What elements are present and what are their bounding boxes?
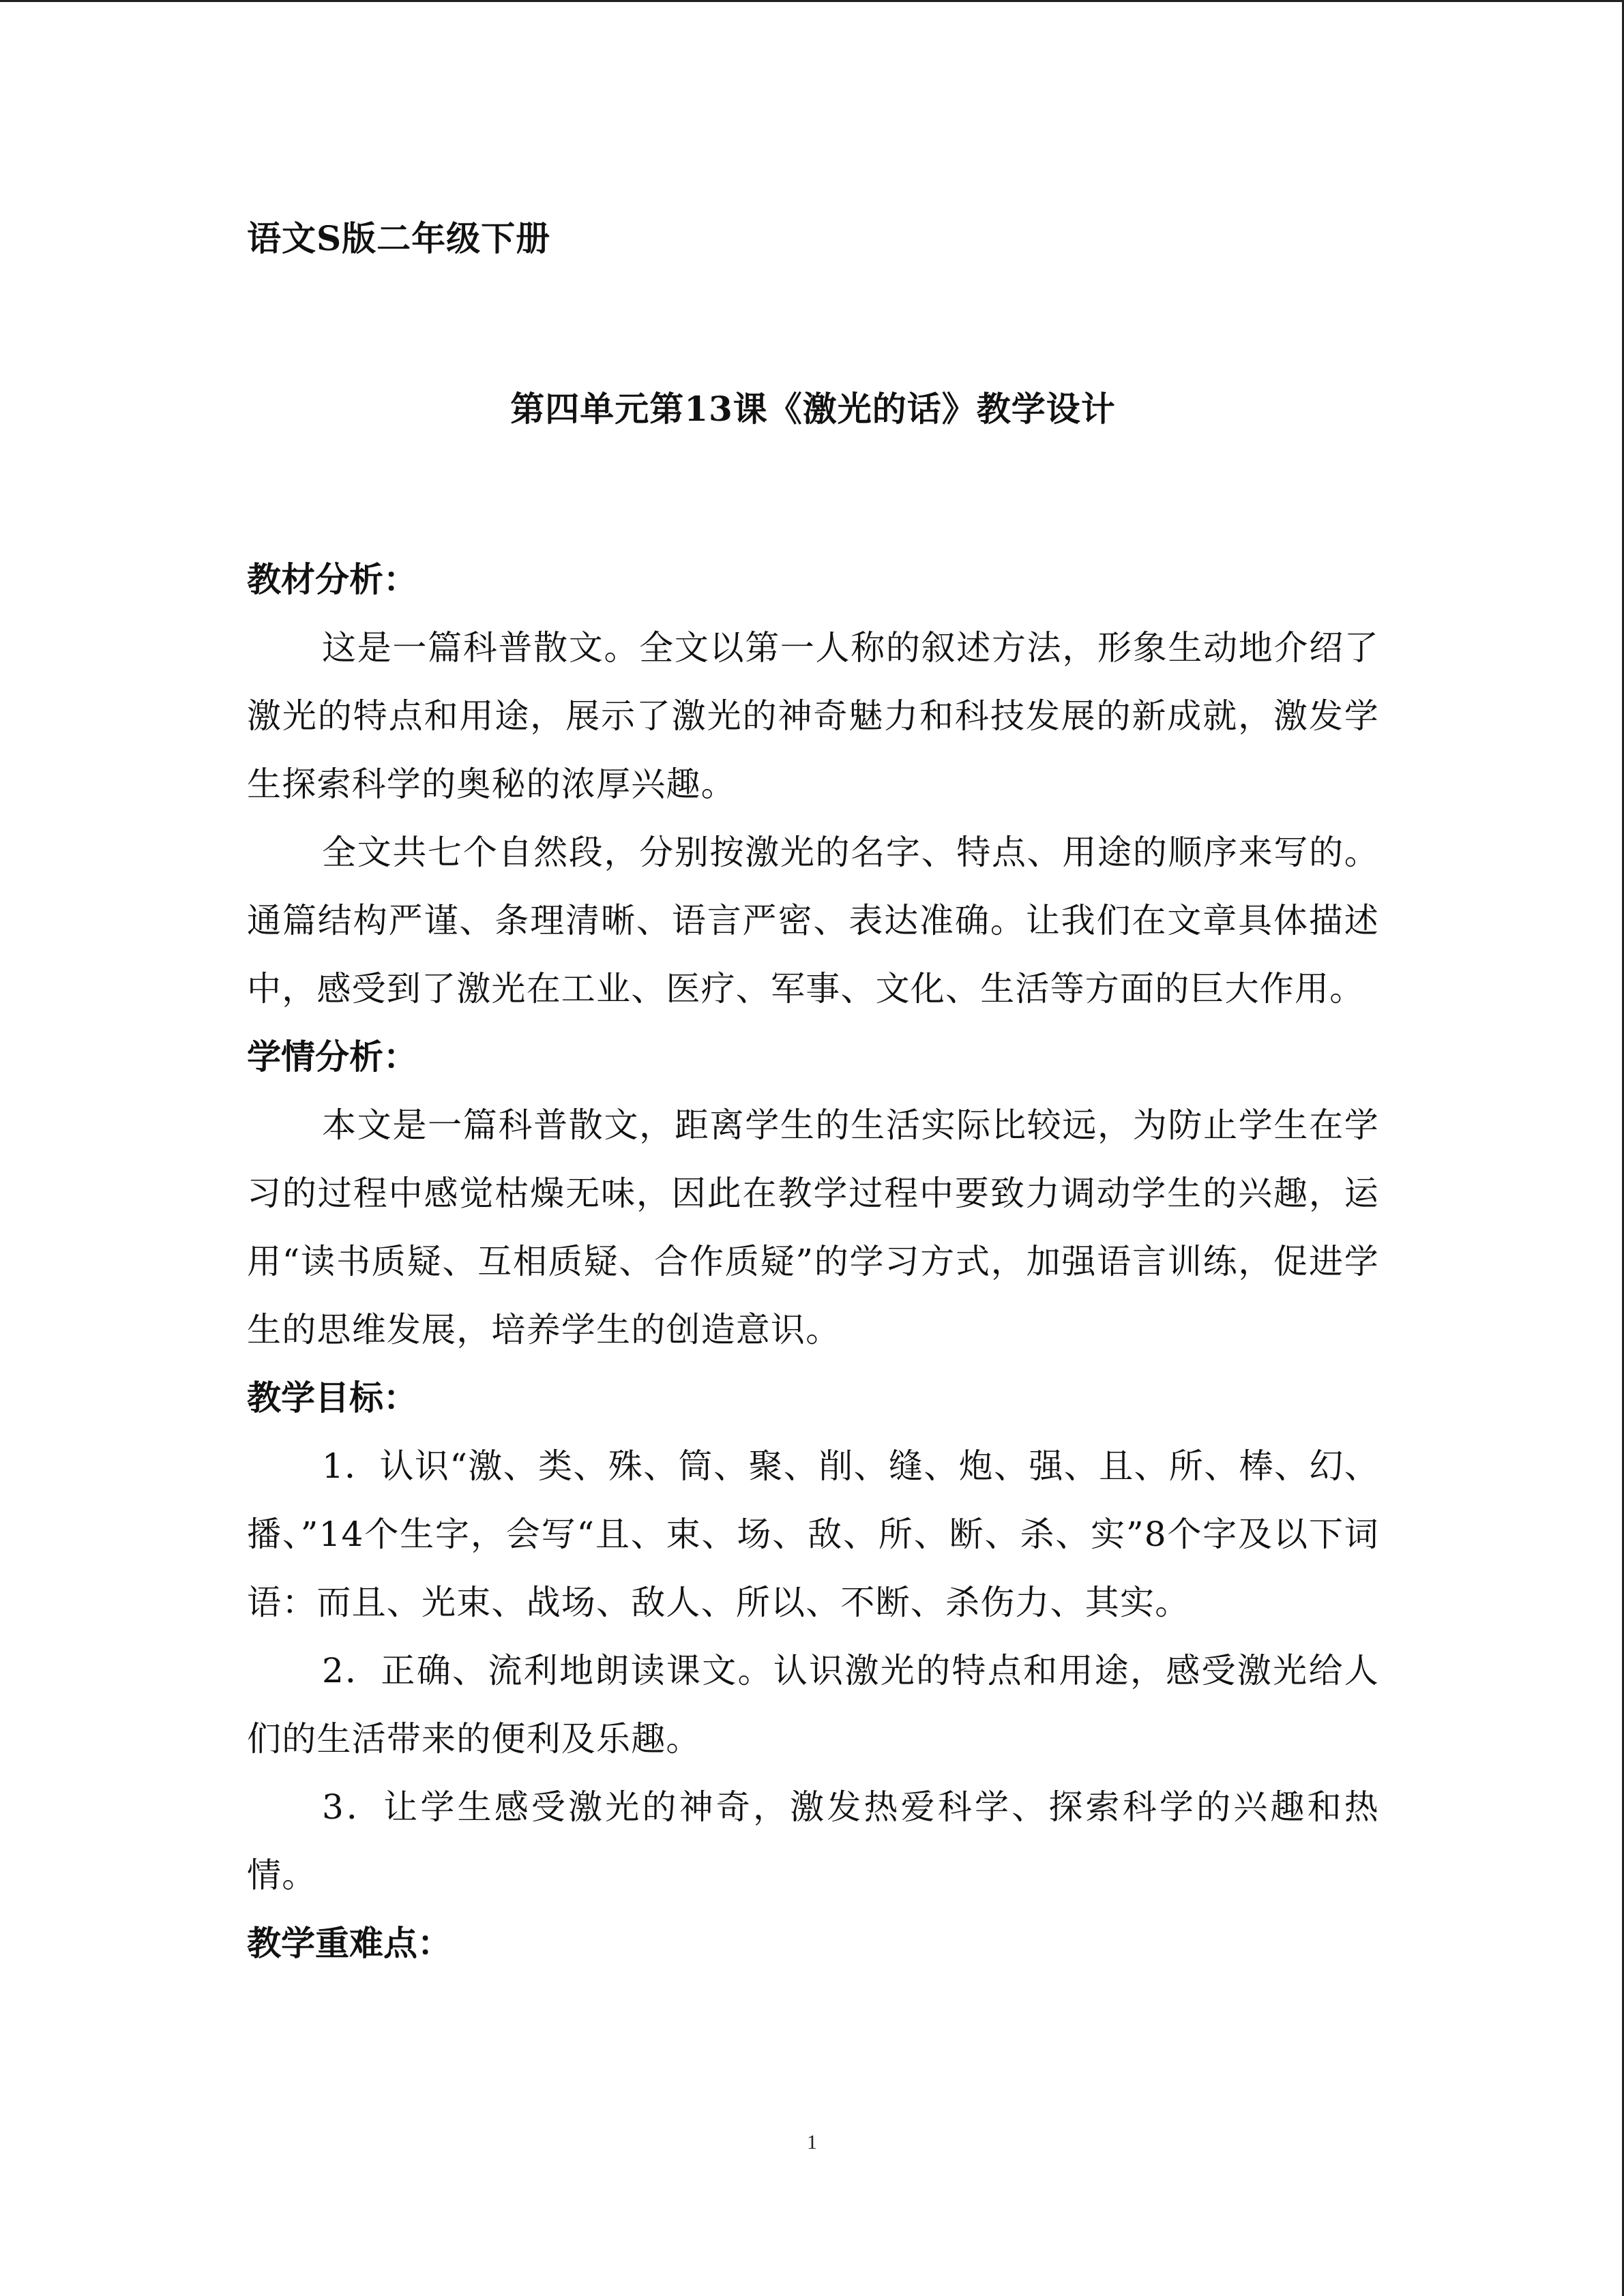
goal-item: 2．正确、流利地朗读课文。认识激光的特点和用途，感受激光给人们的生活带来的便利及乐趣。 (247, 1651, 1379, 1759)
section-heading: 教材分析： (247, 559, 417, 599)
goal-item: 3．让学生感受激光的神奇，激发热爱科学、探索科学的兴趣和热情。 (247, 1787, 1379, 1895)
section-teaching-goals (247, 1364, 1379, 1909)
paragraph: 全文共七个自然段，分别按激光的名字、特点、用途的顺序来写的。通篇结构严谨、条理清晰、语言严密、表达准确。让我们在文章具体描述中，感受到了激光在工业、医疗、军事、文化、生活等方面的巨大作用。 (247, 833, 1379, 1009)
section-heading: 教学目标： (247, 1377, 417, 1418)
section-student-analysis (247, 1023, 1379, 1364)
paragraph: 本文是一篇科普散文，距离学生的生活实际比较远，为防止学生在学习的过程中感觉枯燥无味，因此在教学过程中要致力调动学生的兴趣，运用“读书质疑、互相质疑、合作质疑”的学习方式，加强语言训练，促进学生的思维发展，培养学生的创造意识。 (247, 1105, 1379, 1350)
section-key-difficulties (247, 1909, 1379, 1978)
document-header: 语文S版二年级下册 (247, 218, 551, 258)
section-heading: 教学重难点： (247, 1923, 452, 1963)
section-heading: 学情分析： (247, 1037, 417, 1077)
document-body (247, 205, 1379, 1978)
goal-item: 1．认识“激、类、殊、筒、聚、削、缝、炮、强、且、所、棒、幻、播、”14个生字，会写“且、束、场、敌、所、断、杀、实”8个字及以下词语：而且、光束、战场、敌人、所以、不断、杀伤力、其实。 (247, 1446, 1379, 1622)
page-number: 1 (807, 2131, 817, 2153)
paragraph: 这是一篇科普散文。全文以第一人称的叙述方法，形象生动地介绍了激光的特点和用途，展示了激光的神奇魅力和科技发展的新成就，激发学生探索科学的奥秘的浓厚兴趣。 (247, 628, 1379, 804)
document-title: 第四单元第13课《激光的话》教学设计 (510, 389, 1116, 429)
section-textbook-analysis (247, 546, 1379, 1023)
